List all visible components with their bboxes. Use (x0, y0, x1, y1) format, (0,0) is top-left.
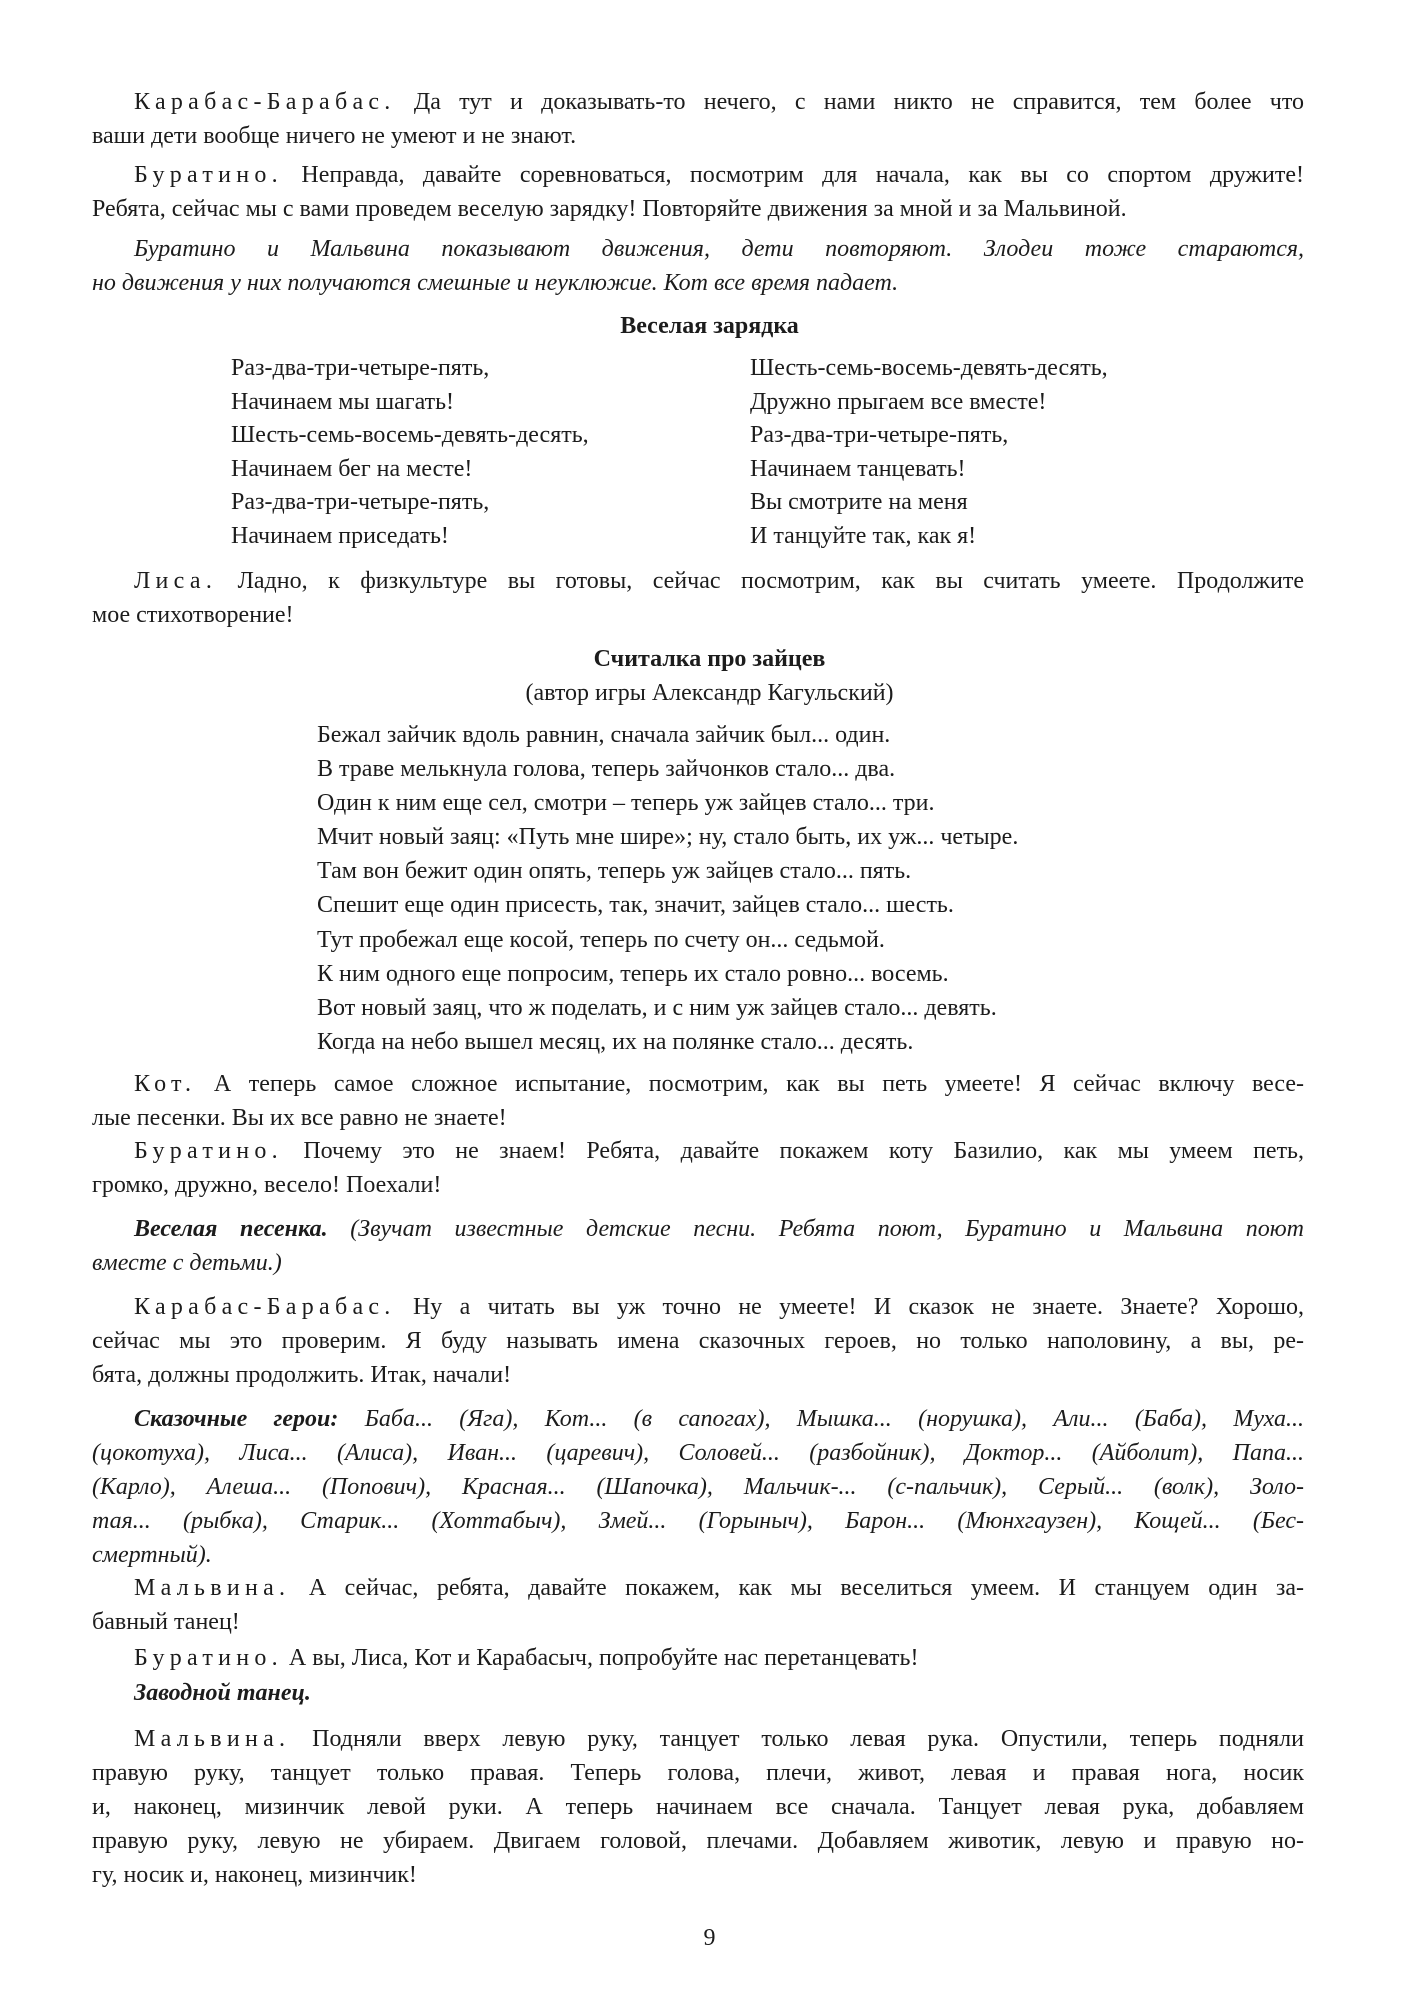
poem-line: Спешит еще один присесть, так, значит, зайцев стало... шесть. (317, 892, 954, 919)
poem-line: Когда на небо вышел месяц, их на полянке стало... десять. (317, 1028, 914, 1055)
poem-line: Мчит новый заяц: «Путь мне шире»; ну, стало быть, их уж... четыре. (317, 824, 1019, 851)
paragraph (92, 85, 1304, 153)
exercise-poem-right (750, 352, 1108, 554)
text-line (92, 266, 1304, 300)
paragraph (92, 1134, 1304, 1202)
counting-title: Считалка про зайцев (593, 646, 826, 672)
text-line (92, 1246, 1304, 1280)
text-line (92, 1605, 1304, 1639)
text-line (92, 1504, 1304, 1538)
speaker-name: Кот. (134, 1071, 197, 1097)
text-line (92, 1571, 1304, 1605)
line-text: сейчас мы это проверим. Я буду называть имена сказочных героев, но только наполовину, а вы, ре- (92, 1328, 1304, 1354)
poem-line: В траве мелькнула голова, теперь зайчонков стало... два. (317, 756, 896, 783)
line-text: правую руку, левую не убираем. Двигаем головой, плечами. Добавляем животик, левую и правую но- (92, 1828, 1304, 1854)
text-line (92, 1824, 1304, 1858)
paragraph (92, 158, 1304, 226)
line-text: А сейчас, ребята, давайте покажем, как мы веселиться умеем. И станцуем один за- (308, 1575, 1304, 1601)
text-line (92, 1168, 1304, 1202)
poem-line: Тут пробежал еще косой, теперь по счету он... седьмой. (317, 926, 885, 953)
line-text: лые песенки. Вы их все равно не знаете! (92, 1105, 507, 1131)
line-text: А теперь самое сложное испытание, посмотрим, как вы петь умеете! Я сейчас включу весе- (213, 1071, 1304, 1097)
text-line (92, 1858, 1304, 1892)
paragraph (92, 1402, 1304, 1572)
paragraph (92, 1212, 1304, 1280)
text-line (92, 564, 1304, 598)
line-text: бавный танец! (92, 1609, 240, 1635)
exercise-poem-left (231, 352, 589, 554)
paragraph (92, 1641, 1304, 1675)
poem-line: Вот новый заяц, что ж поделать, и с ним уж зайцев стало... девять. (317, 994, 997, 1021)
poem-line: Один к ним еще сел, смотри – теперь уж зайцев стало... три. (317, 790, 935, 817)
line-text: ваши дети вообще ничего не умеют и не знают. (92, 123, 577, 149)
poem-line: Начинаем приседать! (231, 522, 449, 549)
paragraph (92, 1067, 1304, 1135)
paragraph (92, 1290, 1304, 1392)
text-line (92, 1756, 1304, 1790)
speaker-name: Карабас-Барабас. (134, 1294, 396, 1320)
line-text: тая... (рыбка), Старик... (Хоттабыч), Змей... (Горыныч), Барон... (Мюнхгаузен), Кощей... (Бес- (92, 1508, 1304, 1534)
line-text: но движения у них получаются смешные и неуклюжие. Кот все время падает. (92, 270, 899, 296)
paragraph (92, 1676, 1304, 1710)
text-line (92, 232, 1304, 266)
poem-line: Начинаем танцевать! (750, 455, 966, 482)
line-text: вместе с детьми.) (92, 1250, 282, 1276)
poem-line: Раз-два-три-четыре-пять, (231, 355, 490, 381)
poem-line: Шесть-семь-восемь-девять-десять, (231, 422, 589, 449)
text-line (92, 119, 1304, 153)
speaker-name: Буратино. (134, 1138, 283, 1164)
text-line (92, 1290, 1304, 1324)
line-text: мое стихотворение! (92, 602, 294, 628)
section-lead: Сказочные герои: (134, 1406, 339, 1432)
poem-line: Там вон бежит один опять, теперь уж зайцев стало... пять. (317, 858, 912, 885)
text-line (92, 1358, 1304, 1392)
paragraph (92, 564, 1304, 632)
text-line (92, 1641, 1304, 1675)
poem-line: Дружно прыгаем все вместе! (750, 388, 1047, 415)
poem-line: Бежал зайчик вдоль равнин, сначала зайчик был... один. (317, 722, 891, 748)
poem-line: Раз-два-три-четыре-пять, (750, 422, 1009, 449)
speaker-name: Карабас-Барабас. (134, 89, 396, 115)
text-line (92, 85, 1304, 119)
text-line (92, 1722, 1304, 1756)
line-text: А вы, Лиса, Кот и Карабасыч, попробуйте нас перетанцевать! (288, 1645, 919, 1671)
line-text: правую руку, танцует только правая. Теперь голова, плечи, живот, левая и правая нога, носик (92, 1760, 1304, 1786)
poem-line: Раз-два-три-четыре-пять, (231, 489, 490, 516)
speaker-name: Лиса. (134, 568, 218, 594)
paragraph (92, 1722, 1304, 1892)
poem-line: Вы смотрите на меня (750, 489, 968, 516)
text-line (92, 1538, 1304, 1572)
speaker-name: Мальвина. (134, 1726, 291, 1752)
poem-line: Начинаем бег на месте! (231, 455, 473, 482)
line-text: (цокотуха), Лиса... (Алиса), Иван... (царевич), Соловей... (разбойник), Доктор... (Айболит), Папа... (92, 1440, 1304, 1466)
line-text: гу, носик и, наконец, мизинчик! (92, 1862, 417, 1888)
poem-line: К ним одного еще попросим, теперь их стало ровно... восемь. (317, 960, 949, 987)
line-text: и, наконец, мизинчик левой руки. А теперь начинаем все сначала. Танцует левая рука, добавляем (92, 1794, 1304, 1820)
counting-poem (317, 718, 1018, 1059)
text-line (92, 1101, 1304, 1135)
text-line (92, 158, 1304, 192)
line-text: Буратино и Мальвина показывают движения, дети повторяют. Злодеи тоже стараются, (134, 236, 1304, 262)
speaker-name: Мальвина. (134, 1575, 291, 1601)
text-line (92, 192, 1304, 226)
line-text: Ладно, к физкультуре вы готовы, сейчас посмотрим, как вы считать умеете. Продолжите (237, 568, 1304, 594)
line-text: смертный). (92, 1542, 212, 1568)
text-line (92, 1402, 1304, 1436)
page-number: 9 (703, 1925, 716, 1951)
text-line (92, 1212, 1304, 1246)
poem-line: Начинаем мы шагать! (231, 388, 455, 415)
text-line (92, 1436, 1304, 1470)
text-line (92, 1676, 1304, 1710)
section-lead: Заводной танец. (134, 1680, 311, 1706)
exercise-title: Веселая зарядка (620, 313, 799, 339)
speaker-name: Буратино. (134, 162, 283, 188)
line-text: Почему это не знаем! Ребята, давайте покажем коту Базилио, как мы умеем петь, (303, 1138, 1304, 1164)
line-text: громко, дружно, весело! Поехали! (92, 1172, 442, 1198)
line-text: (Карло), Алеша... (Попович), Красная... (Шапочка), Мальчик-... (с-пальчик), Серый... (волк), Золо- (92, 1474, 1304, 1500)
line-text: Да тут и доказывать-то нечего, с нами никто не справится, тем более что (413, 89, 1304, 115)
line-text: Ребята, сейчас мы с вами проведем веселую зарядку! Повторяйте движения за мной и за Мальвиной. (92, 196, 1127, 222)
poem-line: Шесть-семь-восемь-девять-десять, (750, 355, 1108, 381)
paragraph (92, 232, 1304, 300)
line-text: Подняли вверх левую руку, танцует только левая рука. Опустили, теперь подняли (312, 1726, 1304, 1752)
line-text: Ну а читать вы уж точно не умеете! И сказок не знаете. Знаете? Хорошо, (412, 1294, 1304, 1320)
text-line (92, 1067, 1304, 1101)
counting-subtitle: (автор игры Александр Кагульский) (525, 680, 894, 706)
line-text: Неправда, давайте соревноваться, посмотрим для начала, как вы со спортом дружите! (301, 162, 1304, 188)
poem-line: И танцуйте так, как я! (750, 522, 977, 549)
text-line (92, 598, 1304, 632)
line-text: (Звучат известные детские песни. Ребята поют, Буратино и Мальвина поют (350, 1216, 1304, 1242)
line-text: бята, должны продолжить. Итак, начали! (92, 1362, 512, 1388)
paragraph (92, 1571, 1304, 1639)
speaker-name: Буратино. (134, 1645, 283, 1671)
text-line (92, 1470, 1304, 1504)
text-line (92, 1134, 1304, 1168)
line-text: Баба... (Яга), Кот... (в сапогах), Мышка... (норушка), Али... (Баба), Муха... (364, 1406, 1304, 1432)
section-lead: Веселая песенка. (134, 1216, 328, 1242)
text-line (92, 1790, 1304, 1824)
text-line (92, 1324, 1304, 1358)
